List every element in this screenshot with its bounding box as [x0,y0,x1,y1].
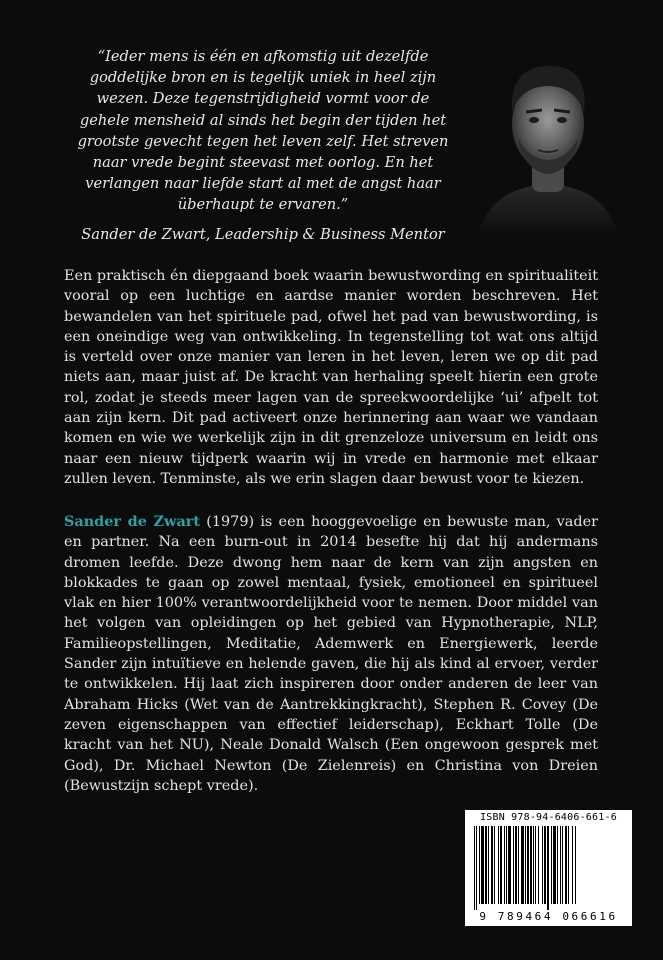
barcode-bar [518,826,519,904]
barcode-bar [481,826,484,904]
barcode-bar [542,826,543,904]
barcode-bar [494,826,495,904]
author-portrait-photo [458,46,638,236]
barcode-bar [538,826,539,904]
barcode-bar [527,826,529,904]
barcode-bar [565,826,567,904]
barcode-bar [515,826,517,904]
barcode-bar [506,826,507,904]
barcode-bar [544,826,546,904]
quote-line: gehele mensheid al sinds het begin der tijden het [79,111,447,129]
isbn-barcode [465,810,632,926]
quote-line: verlangen naar liefde start al met de angst haar [85,175,441,193]
barcode-bar [535,826,536,904]
barcode-bar [525,826,526,904]
barcode-bar [530,826,532,904]
barcode-bar [572,826,573,904]
back-cover-quote [62,46,464,216]
quote-line: grootste gevecht tegen het leven zelf. Het streven [77,132,449,150]
barcode-bar [491,826,493,904]
barcode-bar [562,826,563,904]
barcode-bar [513,826,514,904]
barcode-bar [485,826,487,904]
isbn-digits: 9 789464 066616 [479,910,618,923]
barcode-bar [504,826,505,904]
barcode-bar [547,826,549,910]
barcode-bar [557,826,558,904]
quote-line: naar vrede begint steevast met oorlog. En het [92,154,434,172]
quote-line: “Ieder mens is één en afkomstig uit dezelfde [97,48,429,65]
barcode-bar [560,826,561,904]
quote-attribution: Sander de Zwart, Leadership & Business Mentor [81,226,445,243]
barcode-bar [488,826,489,904]
barcode-bar [568,826,569,904]
barcode-bar [474,826,475,910]
barcode-bar [521,826,524,904]
quote-line: überhaupt te ervaren.” [177,196,349,214]
portrait-photo-icon [458,46,638,236]
barcode-bar [575,826,576,904]
barcode-bar [479,826,480,904]
barcode-bar [498,826,499,904]
barcode-bar [476,826,477,910]
author-bio [64,512,598,796]
barcode-bar [533,826,534,904]
quote-line: wezen. Deze tegenstrijdigheid vormt voor de [96,90,430,108]
barcode-bar [508,826,511,904]
barcode-bar [500,826,502,904]
barcode-bars [472,826,625,910]
book-description: Een praktisch én diepgaand boek waarin bewustwording en spiritualiteit vooral op een luchtige en aardse manier worden beschreven. Het bewandelen van het spirituele pad, ofwel het pad van bewustwording, is een oneindige weg van ontwikkeling. In tegenstelling tot wat ons altijd is verteld over onze manier van leren in het leven, leren we op dit pad niets aan, maar juist af. De kracht van herhaling speelt hierin een grote rol, zodat je steeds meer lagen van de spreekwoordelijke ‘ui’ afpelt tot aan zijn kern. Dit pad activeert onze herinnering aan waar we vandaan komen en wie we werkelijk zijn in dit grenzeloze universum en leidt ons naar een nieuw tijdperk waarin wij in vrede en harmonie met elkaar zullen leven. Tenminste, als we erin slagen daar bewust voor te kiezen. [64,268,598,487]
barcode-bar [551,826,552,904]
barcode-bar [553,826,556,904]
author-bio-text: (1979) is een hooggevoelige en bewuste man, vader en partner. Na een burn-out in 2014 besefte hij dat hij andermans dromen leefde. Deze dwong hem naar de kern van zijn angsten en blokkades te gaan op zowel mentaal, fysiek, emotioneel en spiritueel vlak en hier 100% verantwoordelijkheid voor te nemen. Door middel van het volgen van opleidingen op het gebied van Hypnotherapie, NLP, Familieopstellingen, Meditatie, Ademwerk en Energiewerk, leerde Sander zijn intuïtieve en helende gaven, die hij als kind al ervoer, verder te ontwikkelen. Hij laat zich inspireren door onder anderen de leer van Abraham Hicks (Wet van de Aantrekkingkracht), Stephen R. Covey (De zeven eigenschappen van effectief leiderschap), Eckhart Tolle (De kracht van het NU), Neale Donald Walsch (Een ongewoon gesprek met God), Dr. Michael Newton (De Zielenreis) en Christina von Dreien (Bewustzijn schept vrede). [64,514,598,794]
author-name: Sander de Zwart [64,513,200,530]
quote-line: goddelijke bron en is tegelijk uniek in heel zijn [89,69,437,87]
isbn-label: ISBN 978-94-6406-661-6 [480,812,617,823]
